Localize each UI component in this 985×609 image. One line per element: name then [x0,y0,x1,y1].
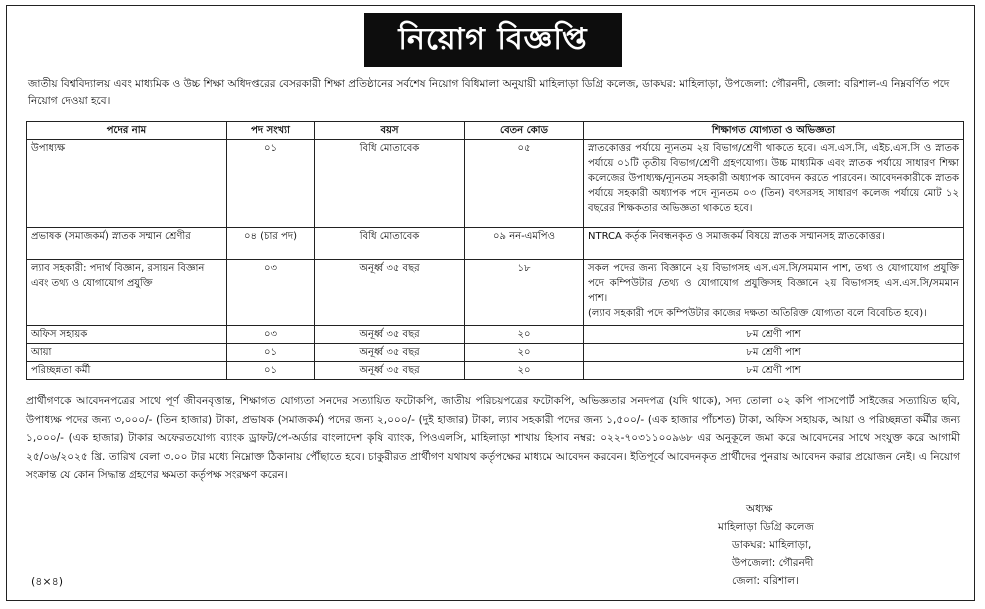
college-name: মাহিলাড়া ডিগ্রি কলেজ [718,521,814,533]
table-row [27,344,964,362]
table-row [27,260,964,326]
intro-paragraph: জাতীয় বিশ্ববিদ্যালয় এবং মাধ্যমিক ও উচ্চ শিক্ষা অধিদপ্তরের বেসরকারী শিক্ষা প্রতিষ্ঠানের সর্বশেষ নিয়োগ বিধিমালা অনুযায়ী মাহিলাড়া ডিগ্রি কলেজ, ডাকঘর: মাহিলাড়া, উপজেলা: গৌরনদী, জেলা: বরিশাল-এ নিম্নবর্ণিত পদে নিয়োগ দেওয়া হবে। [28,78,950,107]
post-count: ০১ [227,140,315,228]
signatory-role: অধ্যক্ষ [746,503,773,515]
post-name: উপাধ্যক্ষ [27,140,227,228]
header-qualification: শিক্ষাগত যোগ্যতা ও অভিজ্ঞতা [584,122,964,140]
post-qualification: ৮ম শ্রেণী পাশ [584,362,964,380]
table-row [27,326,964,344]
header-post-name: পদের নাম [27,122,227,140]
post-count: ০১ [227,344,315,362]
header-pay-code: বেতন কোড [465,122,584,140]
post-pay-code: ০৯ নন-এমপিও [465,228,584,260]
table-header-row [27,122,964,140]
table-row [27,362,964,380]
post-name: অফিস সহায়ক [27,326,227,344]
ad-size-label: (৪×৪) [31,575,64,588]
post-count: ০১ [227,362,315,380]
post-age: অনূর্ধ্ব ৩৫ বছর [315,326,465,344]
post-age: অনূর্ধ্ব ৩৫ বছর [315,344,465,362]
signature-block [718,500,938,590]
post-office: ডাকঘর: মাহিলাড়া, [732,539,812,551]
post-pay-code: ২০ [465,362,584,380]
post-pay-code: ২০ [465,344,584,362]
district: জেলা: বরিশাল। [732,575,799,587]
post-count: ০৩ [227,260,315,326]
post-age: বিধি মোতাবেক [315,228,465,260]
table-row [27,228,964,260]
qualification-note: (ল্যাব সহকারী পদে কম্পিউটার কাজের দক্ষতা অতিরিক্ত যোগ্যতা বলে বিবেচিত হবে)। [588,308,927,319]
post-qualification: NTRCA কর্তৃক নিবন্ধনকৃত ও সমাজকর্ম বিষয়ে স্নাতক সম্মানসহ স্নাতকোত্তর। [584,228,964,260]
post-qualification [584,260,964,326]
post-name: প্রভাষক (সমাজকর্ম) স্নাতক সম্মান শ্রেণীর [27,228,227,260]
qualification-text: সকল পদের জন্য বিজ্ঞানে ২য় বিভাগসহ এস.এস.সি/সমমান পাশ, তথ্য ও যোগাযোগ প্রযুক্তি পদে কম্পিউটার /তথ্য ও যোগাযোগ প্রযুক্তিসহ বিজ্ঞানে ২য় বিভাগসহ এস.এস.সি/সমমান পাশ। [588,263,959,304]
vacancy-table [26,121,964,380]
post-count: ০৩ [227,326,315,344]
application-instructions: প্রার্থীগণকে আবেদনপত্রের সাথে পূর্ণ জীবনবৃত্তান্ত, শিক্ষাগত যোগ্যতা সনদের সত্যায়িত ফটোকপি, জাতীয় পরিচয়পত্রের ফটোকপি, অভিজ্ঞতার সনদপত্র (যদি থাকে), সদ্য তোলা ০২ কপি পাসপোর্ট সাইজের সত্যায়িত ছবি, উপাধ্যক্ষ পদের জন্য ৩,০০০/- (তিন হাজার) টাকা, প্রভাষক (সমাজকর্ম) পদের জন্য ২,০০০/- (দুই হাজার) টাকা, ল্যাব সহকারী পদের জন্য ১,৫০০/- (এক হাজার পাঁচশত) টাকা, অফিস সহায়ক, আয়া ও পরিচ্ছন্নতা কর্মীর জন্য ১,০০০/- (এক হাজার) টাকার অফেরতযোগ্য ব্যাংক ড্রাফট/পে-অর্ডার বাংলাদেশ কৃষি ব্যাংক, পিওএলসি, মাহিলাড়া শাখায় হিসাব নম্বর: ০২২-৭০৩১১০০৯৬৮ এর অনুকূলে জমা করে আবেদনের সাথে সংযুক্ত করে আগামী ২৫/০৬/২০২৫ খ্রি. তারিখ বেলা ৩.০০ টার মধ্যে নিম্নোক্ত ঠিকানায় পৌঁছাতে হবে। চাকুরীরত প্রার্থীগণ যথাযথ কর্তৃপক্ষের মাধ্যমে আবেদন করবেন। ইতিপূর্বে আবেদনকৃত প্রার্থীদের পুনরায় আবেদন করার প্রয়োজন নেই। এ নিয়োগ সংক্রান্ত যে কোন সিদ্ধান্ত গ্রহণের ক্ষমতা কর্তৃপক্ষ সংরক্ষণ করেন। [26,395,960,481]
post-pay-code: ০৫ [465,140,584,228]
post-name: পরিচ্ছন্নতা কর্মী [27,362,227,380]
post-age: অনূর্ধ্ব ৩৫ বছর [315,260,465,326]
post-age: বিধি মোতাবেক [315,140,465,228]
post-qualification: ৮ম শ্রেণী পাশ [584,326,964,344]
upazila: উপজেলা: গৌরনদী [732,557,814,569]
post-name: ল্যাব সহকারী: পদার্থ বিজ্ঞান, রসায়ন বিজ্ঞান এবং তথ্য ও যোগাযোগ প্রযুক্তি [27,260,227,326]
post-age: অনূর্ধ্ব ৩৫ বছর [315,362,465,380]
notice-title: নিয়োগ বিজ্ঞপ্তি [364,13,622,67]
post-pay-code: ২০ [465,326,584,344]
post-pay-code: ১৮ [465,260,584,326]
header-post-count: পদ সংখ্যা [227,122,315,140]
post-qualification: ৮ম শ্রেণী পাশ [584,344,964,362]
post-qualification: স্নাতকোত্তর পর্যায়ে ন্যূনতম ২য় বিভাগ/শ্রেণী থাকতে হবে। এস.এস.সি, এইচ.এস.সি ও স্নাতক পর্যায়ে ০১টি তৃতীয় বিভাগ/শ্রেণী গ্রহণযোগ্য। উচ্চ মাধ্যমিক এবং স্নাতক পর্যায়ে সাধারণ শিক্ষা কলেজের উপাধ্যক্ষ/ন্যূনতম সহকারী অধ্যাপক আবেদন করতে পারবেন। আবেদনকারীকে স্নাতক পর্যায়ে সহকারী অধ্যাপক পদে ন্যূনতম ০৩ (তিন) বৎসরসহ সাধারণ কলেজ পর্যায়ে মোট ১২ বছরের শিক্ষকতার অভিজ্ঞতা থাকতে হবে। [584,140,964,228]
header-age: বয়স [315,122,465,140]
post-name: আয়া [27,344,227,362]
post-count: ০৪ (চার পদ) [227,228,315,260]
table-row [27,140,964,228]
